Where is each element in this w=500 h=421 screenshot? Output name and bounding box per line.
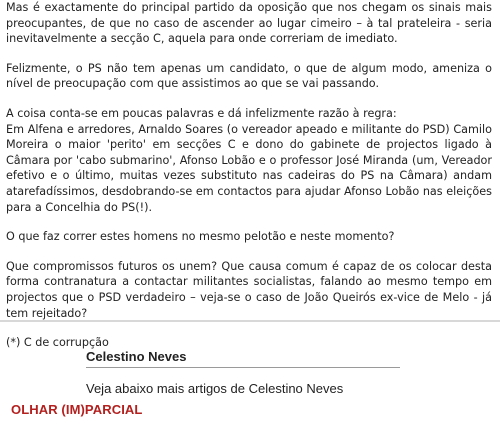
article-paragraph: Mas é exactamente do principal partido da oposição que nos chegam os sinais mais preocupantes, de que no caso de ascender ao lugar cimeiro – à tal prateleira - seria inevitavelmente a secção C, aquela para onde correriam de imediato. <box>6 1 492 46</box>
more-articles-link[interactable]: Veja abaixo mais artigos de Celestino Neves <box>86 381 344 396</box>
author-underline <box>86 367 400 368</box>
article-paragraph <box>6 106 492 215</box>
article-body <box>6 0 492 365</box>
section-title[interactable]: OLHAR (IM)PARCIAL <box>11 402 143 417</box>
article-paragraph: Felizmente, o PS não tem apenas um candidato, o que de algum modo, ameniza o nível de preocupação com que assistimos ao que se vai passando. <box>6 61 492 91</box>
rule-body: Em Alfena e arredores, Arnaldo Soares (o vereador apeado e militante do PSD) Camilo Moreira o maior 'perito' em secções C e dono do gabinete de projectos ligado à Câmara por 'cabo submarino', Afonso Lobão e o professor José Miranda (um, Vereador efetivo e o último, muitas vezes substituto nas cadeiras do PS na Câmara) andam atarefadíssimos, desdobrando-se em contactos para ajudar Afonso Lobão nas eleições para a Concelhia do PS(!). <box>6 122 492 214</box>
article-paragraph: O que faz correr estes homens no mesmo pelotão e neste momento? <box>6 230 395 244</box>
rule-intro: A coisa conta-se em poucas palavras e dá infelizmente razão à regra: <box>6 106 397 120</box>
footnote: (*) C de corrupção <box>6 336 109 350</box>
section-divider <box>0 320 500 322</box>
article-paragraph: Que compromissos futuros os unem? Que causa comum é capaz de os colocar desta forma contranatura a contactar militantes socialistas, falando ao mesmo tempo em projectos que o PSD verdadeiro – veja-se o caso de João Queirós ex-vice de Melo - já tem rejeitado? <box>6 259 492 320</box>
author-name[interactable]: Celestino Neves <box>86 349 187 364</box>
